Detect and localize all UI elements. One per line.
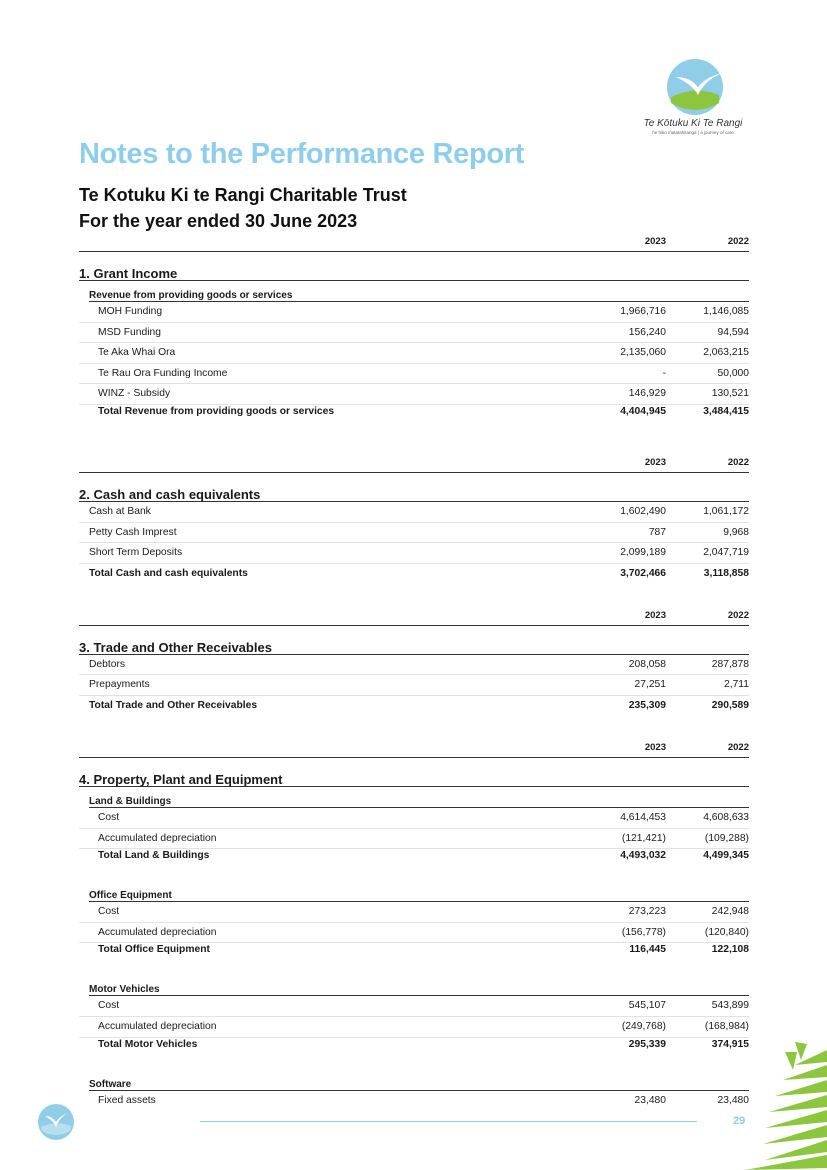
table-row: Debtors 208,058 287,878 (79, 655, 749, 676)
section-title-ppe: 4. Property, Plant and Equipment (79, 758, 749, 787)
table-row: Te Rau Ora Funding Income - 50,000 (79, 364, 749, 385)
table-row: MSD Funding 156,240 94,594 (79, 323, 749, 344)
total-row: Total Motor Vehicles 295,339 374,915 (98, 1038, 749, 1050)
page-number: 29 (733, 1115, 746, 1127)
table-row: Accumulated depreciation (249,768) (168,984) (79, 1017, 749, 1038)
section-title-cash: 2. Cash and cash equivalents (79, 473, 749, 502)
table-row: Accumulated depreciation (121,421) (109,288) (79, 829, 749, 850)
sub-heading-land: Land & Buildings (89, 787, 749, 808)
subtitle (79, 182, 407, 234)
notes-content (79, 230, 749, 1110)
logo-tagline: he hiko matatahitanga | a journey of care (652, 130, 734, 135)
year-header: 2023 2022 (79, 604, 749, 626)
table-row: Cost 4,614,453 4,608,633 (79, 808, 749, 829)
period-line: For the year ended 30 June 2023 (79, 211, 358, 231)
year-prior: 2022 (727, 236, 749, 247)
fern-leaf-icon (735, 1040, 827, 1170)
footer-logo-icon (37, 1103, 75, 1141)
table-row: Te Aka Whai Ora 2,135,060 2,063,215 (79, 343, 749, 364)
table-row: Cash at Bank 1,602,490 1,061,172 (79, 502, 749, 523)
year-header (79, 230, 749, 252)
total-row: Total Cash and cash equivalents 3,702,466 3,118,858 (89, 567, 749, 579)
total-row: Total Revenue from providing goods or services 4,404,945 3,484,415 (98, 405, 749, 417)
trust-name: Te Kotuku Ki te Rangi Charitable Trust (79, 185, 407, 205)
page-title: Notes to the Performance Report (79, 138, 525, 170)
table-row: WINZ - Subsidy 146,929 130,521 (79, 384, 749, 405)
year-header: 2023 2022 (79, 451, 749, 473)
section-title-receivables: 3. Trade and Other Receivables (79, 626, 749, 655)
table-row: MOH Funding 1,966,716 1,146,085 (79, 302, 749, 323)
total-row: Total Office Equipment 116,445 122,108 (98, 944, 749, 956)
sub-heading-motor: Motor Vehicles (89, 975, 749, 996)
footer-divider (200, 1121, 697, 1122)
table-row: Accumulated depreciation (156,778) (120,840) (79, 923, 749, 944)
sub-heading-office: Office Equipment (89, 881, 749, 902)
table-row: Prepayments 27,251 2,711 (79, 675, 749, 696)
sub-heading-software: Software (89, 1070, 749, 1091)
total-row: Total Land & Buildings 4,493,032 4,499,345 (98, 850, 749, 862)
sub-heading-revenue: Revenue from providing goods or services (89, 281, 749, 302)
table-row: Cost 545,107 543,899 (79, 996, 749, 1017)
year-header: 2023 2022 (79, 736, 749, 758)
table-row: Fixed assets 23,480 23,480 (98, 1094, 749, 1106)
total-row: Total Trade and Other Receivables 235,309 290,589 (89, 699, 749, 711)
table-row: Petty Cash Imprest 787 9,968 (79, 523, 749, 544)
table-row: Short Term Deposits 2,099,189 2,047,719 (79, 543, 749, 564)
year-current: 2023 (644, 236, 666, 247)
section-title-grant-income: 1. Grant Income (79, 252, 749, 281)
logo-name: Te Kōtuku Ki Te Rangi (643, 118, 743, 129)
table-row: Cost 273,223 242,948 (79, 902, 749, 923)
